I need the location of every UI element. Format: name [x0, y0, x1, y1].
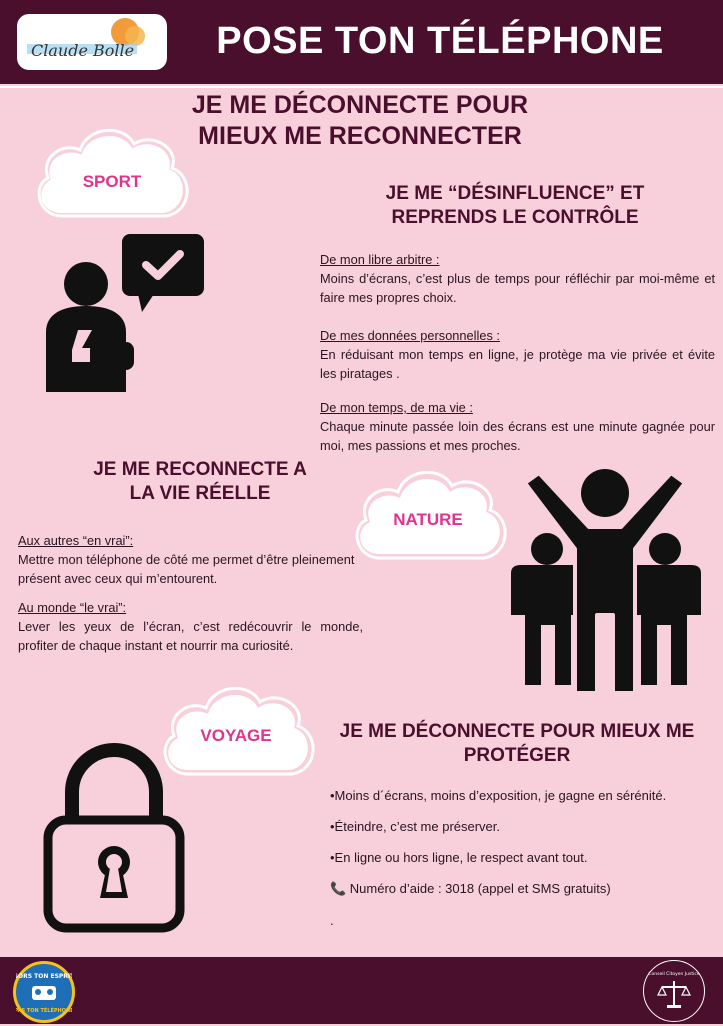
footer-bar [0, 957, 723, 1024]
item-body: Lever les yeux de l’écran, c’est redécouvrir le monde, profiter de chaque instant et nourrir ma curiosité. [18, 619, 363, 653]
section1-title-line2: MIEUX ME RECONNECTER [198, 122, 522, 151]
bullet-item: . [330, 913, 334, 928]
item-body: En réduisant mon temps en ligne, je protège ma vie privée et évite les piratages . [320, 347, 715, 381]
section3-title-line2: LA VIE RÉELLE [129, 482, 271, 504]
section4-title-line1: JE ME DÉCONNECTE POUR MIEUX ME [339, 721, 695, 742]
section3-item-2 [18, 598, 363, 655]
badge-left-bottom: PAS TON TÉLÉPHONE [16, 1008, 72, 1014]
section3-item-1 [18, 531, 363, 588]
badge-right-text: Conseil Citoyen Justice [648, 972, 700, 977]
person-check-message-icon [42, 232, 207, 392]
item-heading: De mes données personnelles : [320, 328, 500, 343]
section2-title-line2: REPRENDS LE CONTRÔLE [391, 206, 639, 228]
section2-title-line1: JE ME “DÉSINFLUENCE” ET [385, 183, 645, 204]
section3-title [40, 458, 360, 506]
item-heading: Au monde “le vrai”: [18, 600, 127, 615]
item-heading: De mon temps, de ma vie : [320, 400, 473, 415]
cloud-label-voyage: VOYAGE [200, 726, 272, 745]
section2-item-1 [320, 250, 715, 307]
bullet-item: •En ligne ou hors ligne, le respect avant tout. [330, 850, 588, 865]
sors-ton-esprit-badge [13, 961, 75, 1023]
helpline-item: 📞 Numéro d’aide : 3018 (appel et SMS gratuits) [330, 881, 611, 896]
item-body: Moins d’écrans, c’est plus de temps pour réfléchir par moi-même et faire mes propres choix. [320, 271, 715, 305]
header-divider [0, 86, 723, 88]
svg-text:SORS TON ESPRIT [16, 973, 72, 980]
padlock-icon [42, 742, 187, 934]
section2-title [340, 182, 690, 230]
svg-text:Claude Bolle [31, 41, 134, 60]
section2-item-3 [320, 398, 715, 455]
cloud-label-nature: NATURE [393, 510, 463, 529]
section4-bullets [330, 788, 710, 944]
logo-text: Claude Bolle [31, 41, 135, 60]
cloud-label-sport: SPORT [82, 172, 142, 191]
item-body: Mettre mon téléphone de côté me permet d’être pleinement présent avec ceux qui m’entourent. [18, 552, 355, 586]
section2-item-2 [320, 326, 715, 383]
section4-title-line2: PROTÉGER [463, 744, 571, 766]
section4-title [322, 720, 712, 768]
item-heading: Aux autres “en vrai”: [18, 533, 134, 548]
item-heading: De mon libre arbitre : [320, 252, 440, 267]
section1-title-line1: JE ME DÉCONNECTE POUR [191, 91, 529, 119]
section3-title-line1: JE ME RECONNECTE A [93, 459, 307, 480]
page-title: POSE TON TÉLÉPHONE [216, 20, 664, 62]
badge-left-top: SORS TON ESPRIT [16, 973, 72, 980]
item-body: Chaque minute passée loin des écrans est une minute gagnée pour moi, mes passions et mes proches. [320, 419, 715, 453]
people-celebrating-icon [505, 465, 705, 695]
justice-badge [643, 960, 705, 1022]
svg-text:Conseil Citoyen Justice [648, 971, 699, 977]
section1-title [150, 90, 570, 153]
svg-text:PAS TON TÉLÉPHONE [16, 1006, 72, 1014]
bullet-item: •Moins d´écrans, moins d’exposition, je gagne en sérénité. [330, 788, 667, 803]
bullet-item: •Éteindre, c’est me préserver. [330, 819, 501, 834]
logo [17, 14, 167, 70]
